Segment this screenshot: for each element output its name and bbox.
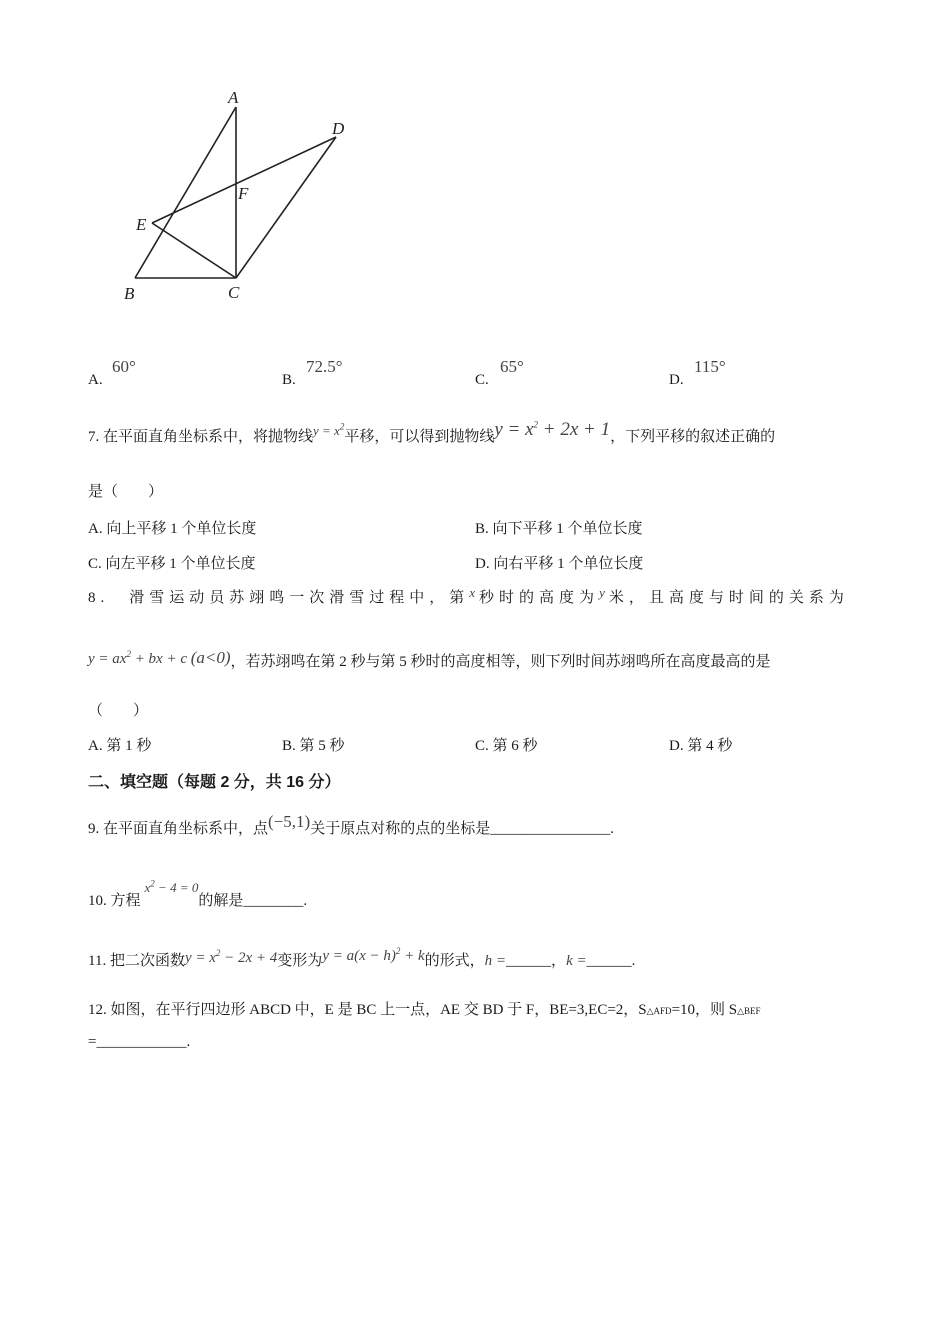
q8-formula-exp: 2 — [126, 649, 131, 659]
q12-text-2: =10，则 S — [671, 1002, 738, 1018]
geometry-figure — [110, 85, 370, 310]
q8-stem-line1 — [88, 586, 849, 607]
q9-text-2: 关于原点对称的点的坐标是________________. — [310, 821, 614, 837]
question-9 — [88, 812, 614, 838]
q6-option-a-value: 60° — [112, 357, 136, 376]
q7-formula-1-exp: 2 — [339, 421, 345, 432]
point-c-label: C — [228, 283, 240, 302]
q10-text-1: 10. 方程 — [88, 893, 141, 909]
q6-option-d-value: 115° — [694, 357, 726, 376]
q11-text-1: 11. 把二次函数 — [88, 953, 185, 969]
q11-text-3: 的形式， — [424, 953, 485, 969]
q7-formula-2-rest: + 2x + 1 — [538, 419, 611, 440]
q11-formula-1-base: y = x — [184, 950, 216, 966]
point-d-label: D — [332, 119, 345, 138]
q8-option-b: B. 第 5 秒 — [282, 738, 345, 754]
q9-point: (−5,1) — [268, 812, 311, 831]
q8-option-d: D. 第 4 秒 — [669, 738, 733, 754]
q7-stem-line1 — [88, 419, 776, 447]
q8-formula-rest: + bx + c — [130, 651, 187, 667]
q8-var-y: y — [599, 585, 605, 600]
q11-formula-2 — [322, 948, 424, 964]
q7-text-1: 7. 在平面直角坐标系中，将抛物线 — [88, 429, 314, 445]
segment-cd — [236, 137, 336, 278]
q6-option-b: B. — [282, 372, 296, 388]
q11-blank-h: ______， — [506, 953, 567, 969]
q8-formula — [88, 648, 231, 667]
segment-ed — [152, 137, 336, 223]
q11-blank-k: ______. — [586, 953, 636, 969]
q12-stem-line1 — [88, 998, 761, 1019]
q10-equation — [145, 880, 199, 895]
q7-option-b: B. 向下平移 1 个单位长度 — [475, 521, 643, 537]
point-f-label: F — [238, 184, 249, 203]
q8-stem-line2 — [88, 650, 771, 671]
point-b-label: B — [124, 284, 135, 303]
q6-option-c: C. — [475, 372, 489, 388]
q11-k-label: k = — [566, 953, 587, 969]
q7-formula-2 — [494, 419, 610, 440]
q11-formula-1 — [185, 950, 277, 966]
q11-h-label: h = — [484, 953, 507, 969]
question-11 — [88, 946, 636, 970]
q12-text-1: 12. 如图，在平行四边形 ABCD 中，E 是 BC 上一点，AE 交 BD 于 F，BE=3,EC=2，S — [88, 1002, 647, 1018]
q10-equation-exp: 2 — [150, 878, 155, 889]
section-2-title: 二、填空题（每题 2 分，共 16 分） — [88, 774, 341, 791]
segment-ec — [152, 223, 236, 278]
q12-stem-line2: =____________. — [88, 1034, 191, 1050]
q7-option-d: D. 向右平移 1 个单位长度 — [475, 556, 644, 572]
q8-text-2: 秒时的高度为 — [479, 590, 600, 606]
q6-option-c-value: 65° — [500, 357, 524, 376]
q8-formula-condition: (a<0) — [190, 648, 231, 667]
q11-formula-2-rest: + k — [400, 948, 425, 964]
q7-text-2: 平移，可以得到抛物线 — [344, 429, 495, 445]
q8-option-c: C. 第 6 秒 — [475, 738, 538, 754]
q12-subscript-bef: △BEF — [737, 1006, 761, 1016]
q10-text-2: 的解是________. — [198, 893, 308, 909]
q6-option-b-value: 72.5° — [306, 357, 343, 376]
q7-option-c: C. 向左平移 1 个单位长度 — [88, 556, 256, 572]
q6-option-d: D. — [669, 372, 684, 388]
q8-text-4: ，若苏翊鸣在第 2 秒与第 5 秒时的高度相等，则下列时间苏翊鸣所在高度最高的是 — [230, 654, 771, 670]
q9-text-1: 9. 在平面直角坐标系中，点 — [88, 821, 269, 837]
q8-stem-line3: （ ） — [88, 703, 149, 719]
q7-formula-1-base: y = x — [313, 423, 340, 438]
q6-option-a: A. — [88, 372, 103, 388]
q11-formula-1-exp: 2 — [215, 948, 221, 958]
q12-subscript-afd: △AFD — [646, 1006, 672, 1016]
q8-text-3: 米，且高度与时间的关系为 — [608, 590, 849, 606]
segment-ab — [135, 107, 236, 278]
q11-formula-2-base: y = a(x − h) — [322, 948, 396, 964]
q11-formula-1-rest: − 2x + 4 — [220, 950, 278, 966]
q7-stem-line2: 是（ ） — [88, 484, 164, 500]
question-10 — [88, 878, 308, 910]
point-e-label: E — [136, 215, 147, 234]
q10-equation-base: x — [144, 880, 151, 895]
q10-equation-rest: − 4 = 0 — [154, 880, 199, 895]
point-a-label: A — [228, 88, 239, 107]
q7-option-a: A. 向上平移 1 个单位长度 — [88, 521, 257, 537]
q8-option-a: A. 第 1 秒 — [88, 738, 152, 754]
q7-formula-2-base: y = x — [494, 419, 534, 440]
q8-text-1: 8. 滑雪运动员苏翊鸣一次滑雪过程中，第 — [88, 590, 470, 606]
q7-formula-2-exp: 2 — [533, 419, 539, 430]
q11-text-2: 变形为 — [277, 953, 323, 969]
q7-formula-1 — [313, 423, 344, 438]
q7-text-3: ，下列平移的叙述正确的 — [610, 429, 776, 445]
q8-formula-base: y = ax — [88, 651, 127, 667]
q8-var-x: x — [469, 585, 476, 600]
q11-formula-2-exp: 2 — [395, 946, 401, 956]
